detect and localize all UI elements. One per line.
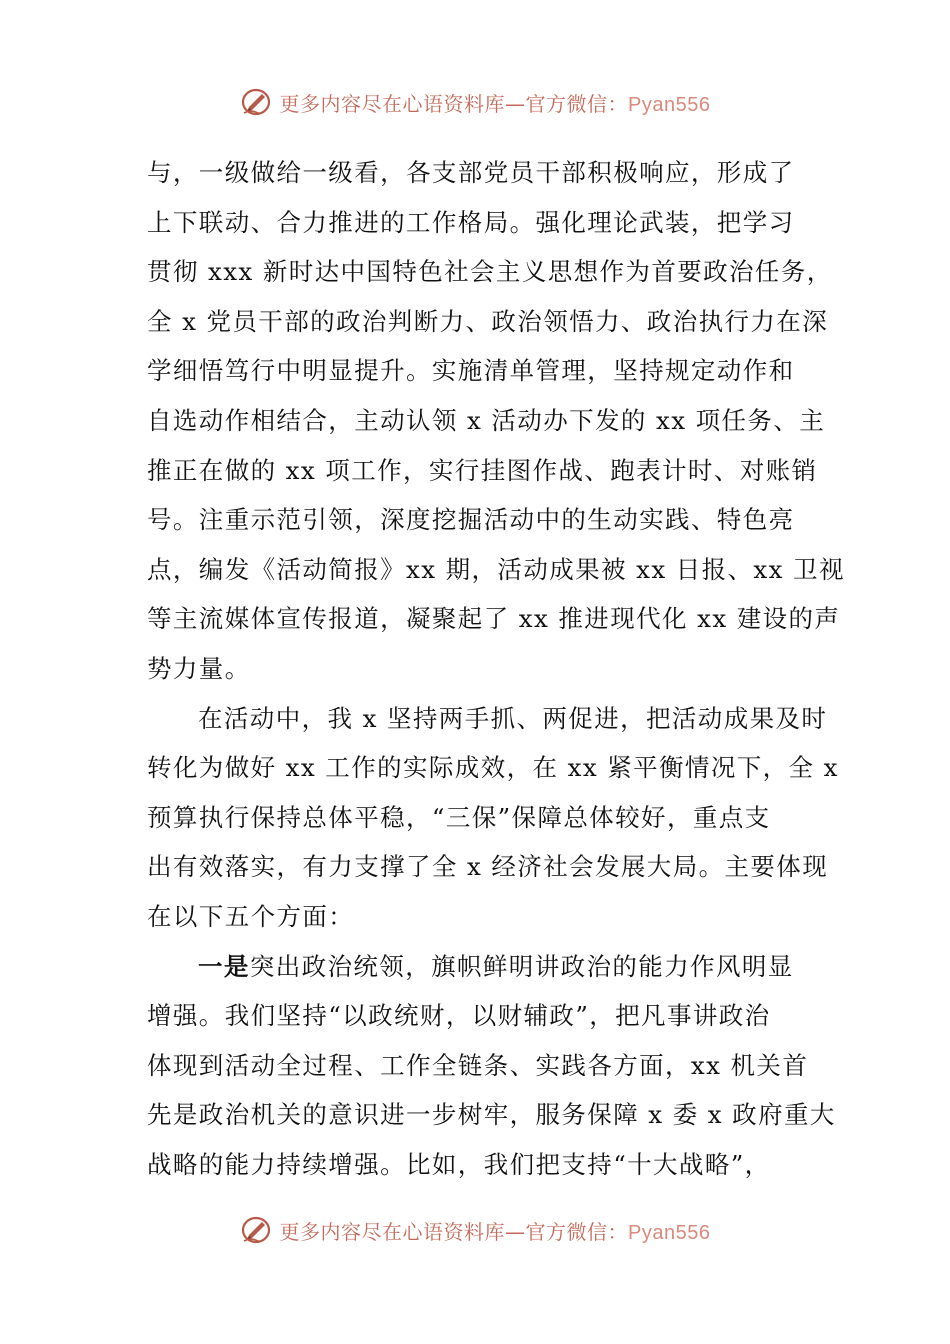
paragraph-3-first-line (147, 942, 807, 992)
paragraph-2-line: 预算执行保持总体平稳，“三保”保障总体较好，重点支 (147, 802, 771, 832)
pen-seal-icon (240, 85, 274, 119)
body-line: 学细悟笃行中明显提升。实施清单管理，坚持规定动作和 (147, 356, 795, 386)
watermark-wechat-id: Pyan556 (628, 93, 711, 116)
body-line: 上下联动、合力推进的工作格局。强化理论武装，把学习 (147, 207, 795, 237)
paragraph-3-first-rest: 突出政治统领，旗帜鲜明讲政治的能力作风明显 (249, 951, 794, 981)
body-line: 势力量。 (147, 653, 251, 683)
watermark-separator: — (505, 91, 526, 116)
paragraph-3-line: 增强。我们坚持“以政统财，以财辅政”，把凡事讲政治 (147, 1001, 771, 1031)
watermark-official-label: 官方微信： (525, 1219, 629, 1244)
paragraph-2-line: 出有效落实，有力支撑了全 x 经济社会发展大局。主要体现 (147, 852, 829, 882)
body-line: 等主流媒体宣传报道，凝聚起了 xx 推进现代化 xx 建设的声 (147, 604, 841, 634)
header-watermark (0, 82, 950, 122)
paragraph-3-line: 先是政治机关的意识进一步树牢，服务保障 x 委 x 政府重大 (147, 1100, 836, 1130)
watermark-main-text: 更多内容尽在心语资料库 (279, 1219, 506, 1244)
body-line: 自选动作相结合，主动认领 x 活动办下发的 xx 项任务、主 (147, 405, 826, 435)
body-line: 推正在做的 xx 项工作，实行挂图作战、跑表计时、对账销 (147, 455, 818, 485)
paragraph-3-lead: 一是 (198, 951, 250, 981)
watermark-wechat-id: Pyan556 (628, 1221, 711, 1244)
paragraph-2-line: 转化为做好 xx 工作的实际成效，在 xx 紧平衡情况下，全 x (147, 753, 839, 783)
paragraph-3-line: 体现到活动全过程、工作全链条、实践各方面，xx 机关首 (147, 1050, 809, 1080)
footer-watermark (0, 1210, 950, 1250)
watermark-main-text: 更多内容尽在心语资料库 (279, 91, 506, 116)
document-body (147, 148, 845, 1189)
paragraph-3-line: 战略的能力持续增强。比如，我们把支持“十大战略”， (147, 1149, 771, 1179)
body-line: 贯彻 xxx 新时达中国特色社会主义思想作为首要政治任务， (147, 257, 833, 287)
paragraph-2-line: 在活动中，我 x 坚持两手抓、两促进，把活动成果及时 (198, 703, 828, 733)
paragraph-2-line: 在以下五个方面： (147, 901, 355, 931)
body-line: 号。注重示范引领，深度挖掘活动中的生动实践、特色亮 (147, 505, 795, 535)
body-line: 点，编发《活动简报》xx 期，活动成果被 xx 日报、xx 卫视 (147, 554, 845, 584)
body-line: 与，一级做给一级看，各支部党员干部积极响应，形成了 (147, 158, 795, 187)
pen-seal-icon (240, 1213, 274, 1247)
watermark-separator: — (505, 1219, 526, 1244)
body-line: 全 x 党员干部的政治判断力、政治领悟力、政治执行力在深 (147, 306, 829, 336)
watermark-official-label: 官方微信： (525, 91, 629, 116)
